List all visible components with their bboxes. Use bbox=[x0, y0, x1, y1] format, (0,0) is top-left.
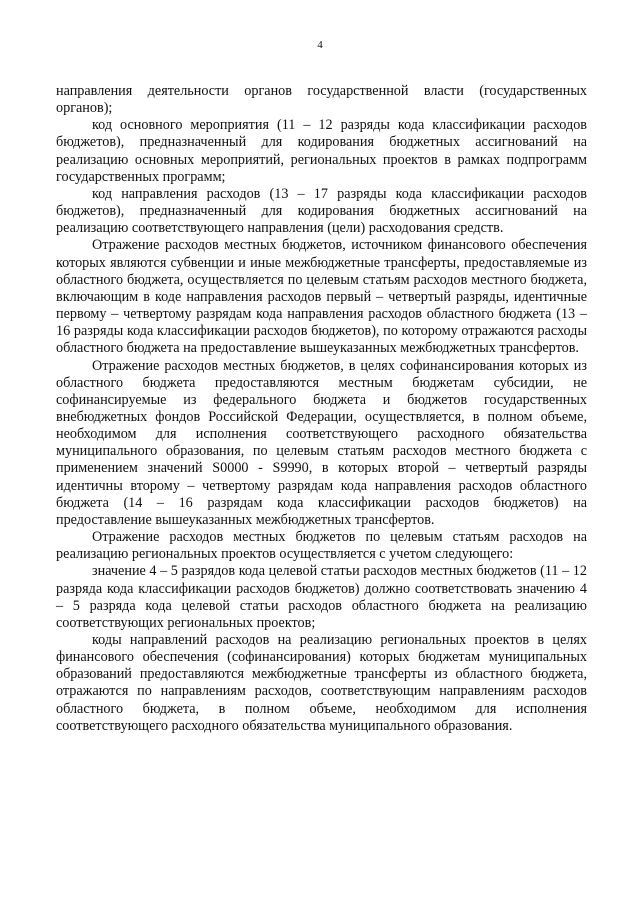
paragraph: Отражение расходов местных бюджетов по целевым статьям расходов на реализацию региональных проектов осуществляется с учетом следующего: bbox=[56, 529, 587, 563]
document-body bbox=[56, 83, 587, 735]
paragraph: код основного мероприятия (11 – 12 разряды кода классификации расходов бюджетов), предназначенный для кодирования бюджетных ассигнований на реализацию основных мероприятий, региональных проектов в рамках подпрограмм государственных программ; bbox=[56, 117, 587, 185]
paragraph: направления деятельности органов государственной власти (государственных органов); bbox=[56, 83, 587, 117]
page-number: 4 bbox=[317, 39, 323, 51]
paragraph: значение 4 – 5 разрядов кода целевой статьи расходов местных бюджетов (11 – 12 разряда кода классификации расходов бюджетов) должно соответствовать значению 4 – 5 разряда кода целевой статьи расходов областного бюджета на реализацию соответствующих региональных проектов; bbox=[56, 563, 587, 631]
paragraph: Отражение расходов местных бюджетов, в целях софинансирования которых из областного бюджета предоставляются местным бюджетам субсидии, не софинансируемые из федерального бюджета и бюджетов государственных внебюджетных фондов Российской Федерации, осуществляется, в полном объеме, необходимом для исполнения соответствующего расходного обязательства муниципального образования, по целевым статьям расходов местного бюджета с применением значений S0000 - S9990, в которых второй – четвертый разряды идентичны второму – четвертому разрядам кода направления расходов областного бюджета (14 – 16 разрядам кода классификации расходов бюджетов) на предоставление вышеуказанных межбюджетных трансфертов. bbox=[56, 357, 587, 528]
paragraph: Отражение расходов местных бюджетов, источником финансового обеспечения которых являются субвенции и иные межбюджетные трансферты, предоставляемые из областного бюджета, осуществляется по целевым статьям расходов местного бюджета, включающим в коде направления расходов первый – четвертый разряды, идентичные первому – четвертому разрядам кода направления расходов областного бюджета (13 – 16 разряды кода классификации расходов бюджетов), по которому отражаются расходы областного бюджета на предоставление вышеуказанных межбюджетных трансфертов. bbox=[56, 237, 587, 357]
paragraph: код направления расходов (13 – 17 разряды кода классификации расходов бюджетов), предназначенный для кодирования бюджетных ассигнований на реализацию соответствующего направления (цели) расходования средств. bbox=[56, 185, 587, 237]
paragraph: коды направлений расходов на реализацию региональных проектов в целях финансового обеспечения (софинансирования) которых бюджетам муниципальных образований предоставляются межбюджетные трансферты из областного бюджета, отражаются по направлениям расходов, соответствующим направлениям расходов областного бюджета, в полном объеме, необходимом для исполнения соответствующего расходного обязательства муниципального образования. bbox=[56, 632, 587, 734]
